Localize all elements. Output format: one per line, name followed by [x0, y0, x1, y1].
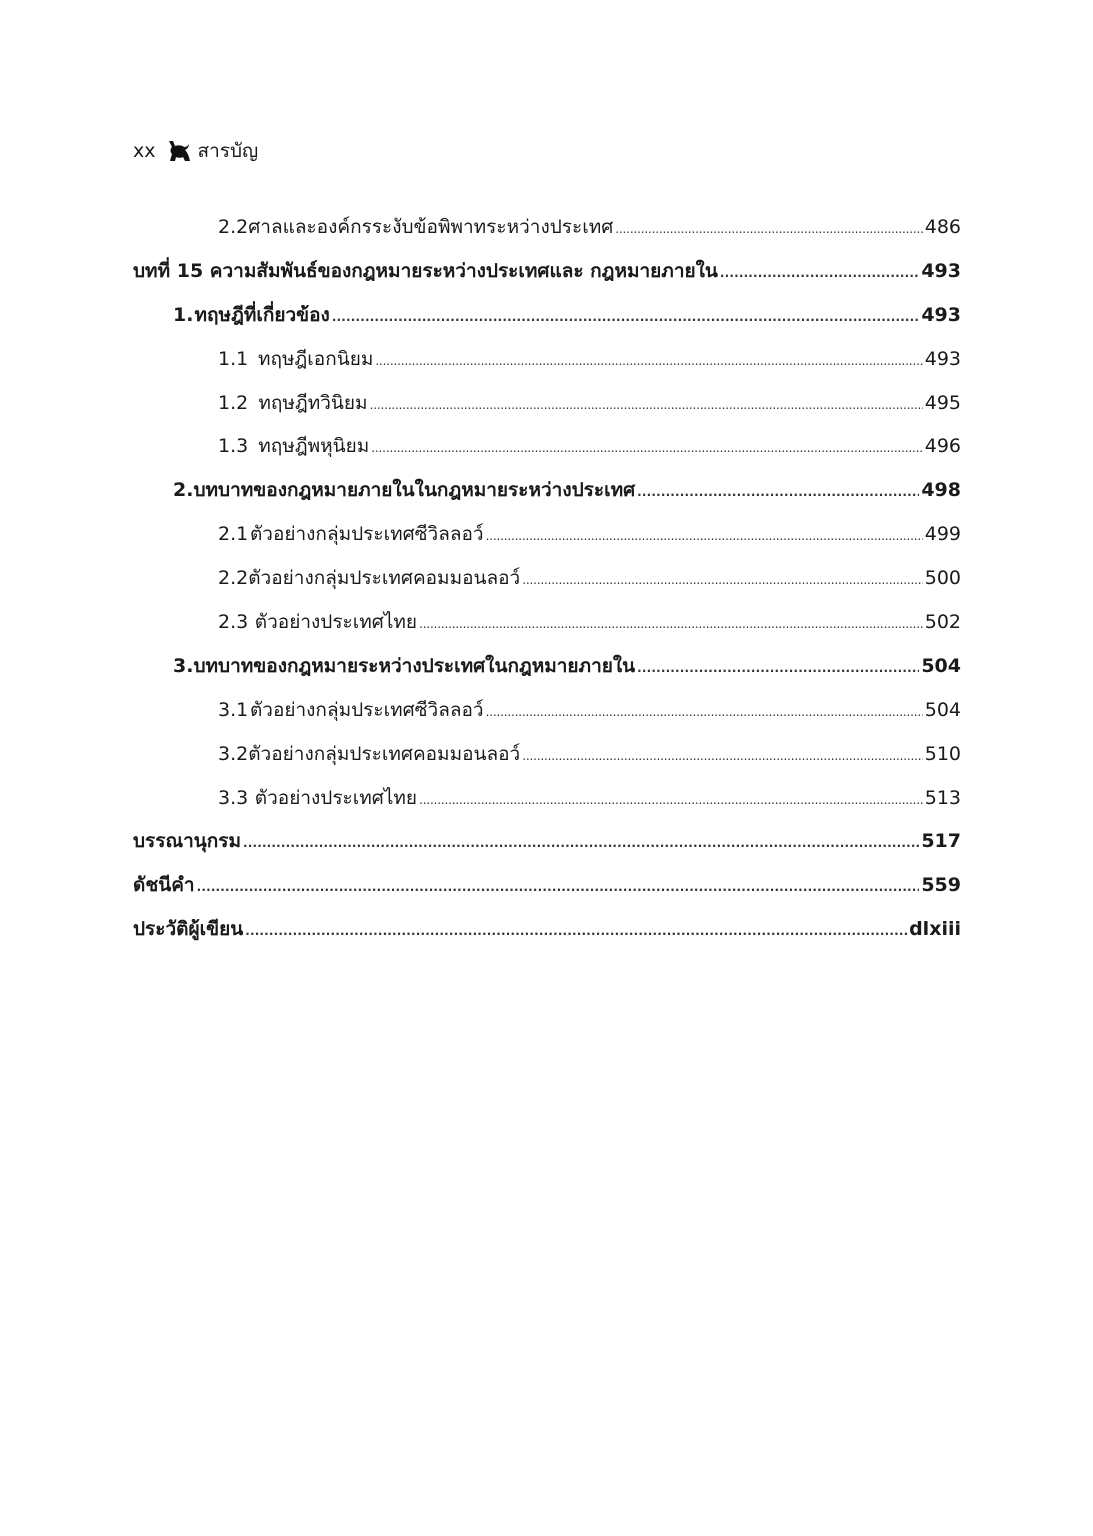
dot-leader [522, 733, 923, 779]
toc-entry-title: ตัวอย่างประเทศไทย [254, 611, 418, 634]
toc-entry-number: 1.1 [218, 347, 249, 370]
toc-entry-title: ทฤษฎีเอกนิยม [257, 347, 374, 370]
toc-entry-number: 2.2 [218, 216, 249, 238]
toc-entry [133, 425, 961, 469]
dot-leader [370, 382, 923, 428]
toc-entry-number: 1.2 [218, 391, 249, 414]
dot-leader [637, 645, 919, 691]
dot-leader [419, 777, 923, 823]
toc-entry-title: บทที่ 15 ความสัมพันธ์ของกฎหมายระหว่างประเทศและ กฎหมายภายใน [133, 259, 718, 282]
toc-entry-page: 495 [924, 391, 961, 414]
toc-entry-number: 3.2 [218, 742, 249, 765]
toc-entry [133, 294, 961, 338]
toc-entry-page: 513 [924, 786, 961, 809]
toc-entry-page: 559 [921, 874, 961, 897]
toc-entry-number: 1.3 [218, 435, 249, 458]
toc-entry-title: บรรณานุกรม [133, 830, 241, 853]
toc-entry [133, 908, 961, 952]
toc-entry [133, 469, 961, 513]
toc-entry [133, 206, 961, 250]
toc-entry-page: dlxiii [909, 918, 961, 941]
toc-entry [133, 733, 961, 777]
dot-leader [197, 864, 920, 910]
toc-entry-number: 2.3 [218, 611, 249, 634]
toc-entry-page: 499 [924, 523, 961, 546]
toc-entry-page: 510 [924, 742, 961, 765]
dot-leader [637, 469, 919, 515]
dot-leader [371, 425, 922, 471]
dot-leader [245, 908, 907, 954]
toc-entry [133, 382, 961, 426]
toc-entry [133, 645, 961, 689]
toc-entry-title: ศาลและองค์กรระงับข้อพิพาทระหว่างประเทศ [248, 216, 614, 238]
dot-leader [615, 206, 922, 252]
toc-entry-number: 2.1 [218, 523, 249, 546]
page-number: xx [133, 140, 156, 162]
dot-leader [486, 689, 923, 735]
toc-entry-title: ตัวอย่างกลุ่มประเทศซีวิลลอว์ [249, 698, 484, 721]
toc-entry-title: ตัวอย่างกลุ่มประเทศคอมมอนลอว์ [248, 742, 521, 765]
page-header [133, 136, 258, 166]
toc-entry-title: ทฤษฎีพหุนิยม [258, 435, 370, 458]
toc-entry-title: ตัวอย่างกลุ่มประเทศซีวิลลอว์ [249, 523, 484, 546]
toc-entry-page: 493 [924, 347, 961, 370]
toc-entry-title: บทบาทของกฎหมายระหว่างประเทศในกฎหมายภายใน [193, 654, 636, 677]
toc-entry [133, 601, 961, 645]
toc-entry-title: บทบาทของกฎหมายภายในในกฎหมายระหว่างประเทศ [193, 479, 636, 502]
toc-entry [133, 689, 961, 733]
toc-entry-title: ดัชนีคำ [133, 874, 195, 897]
toc-entry [133, 513, 961, 557]
toc-entry-page: 493 [921, 259, 961, 282]
cat-icon [166, 139, 192, 163]
toc-entry-number: 2.2 [218, 567, 249, 590]
toc-entry-title: ตัวอย่างกลุ่มประเทศคอมมอนลอว์ [248, 567, 521, 590]
dot-leader [375, 338, 922, 384]
dot-leader [720, 250, 919, 296]
toc-entry-number: 3. [173, 654, 194, 677]
toc-entry [133, 338, 961, 382]
dot-leader [419, 601, 923, 647]
toc-entry-page: 500 [924, 567, 961, 590]
toc-entry [133, 864, 961, 908]
dot-leader [486, 513, 923, 559]
toc-entry-number: 3.3 [218, 786, 249, 809]
toc-entry-page: 493 [921, 303, 961, 326]
dot-leader [332, 294, 920, 340]
toc-entry-page: 496 [924, 435, 961, 458]
toc-entry-page: 498 [921, 479, 961, 502]
toc-entry-title: ประวัติผู้เขียน [133, 918, 244, 941]
toc-entry-title: ตัวอย่างประเทศไทย [254, 786, 418, 809]
toc-entry-page: 504 [924, 698, 961, 721]
header-title: สารบัญ [197, 140, 259, 162]
toc-entry-page: 486 [924, 216, 961, 238]
toc-entry [133, 777, 961, 821]
toc-entry-page: 517 [921, 830, 961, 853]
toc-entry [133, 820, 961, 864]
table-of-contents [133, 206, 961, 952]
dot-leader [522, 557, 923, 603]
toc-entry [133, 250, 961, 294]
toc-entry-number: 1. [173, 303, 194, 326]
toc-entry-page: 502 [924, 611, 961, 634]
toc-entry-number: 2. [173, 479, 194, 502]
toc-entry-title: ทฤษฎีที่เกี่ยวข้อง [194, 303, 330, 326]
dot-leader [243, 820, 919, 866]
toc-entry-title: ทฤษฎีทวินิยม [258, 391, 368, 414]
toc-entry [133, 557, 961, 601]
toc-entry-page: 504 [921, 654, 961, 677]
toc-entry-number: 3.1 [218, 698, 249, 721]
